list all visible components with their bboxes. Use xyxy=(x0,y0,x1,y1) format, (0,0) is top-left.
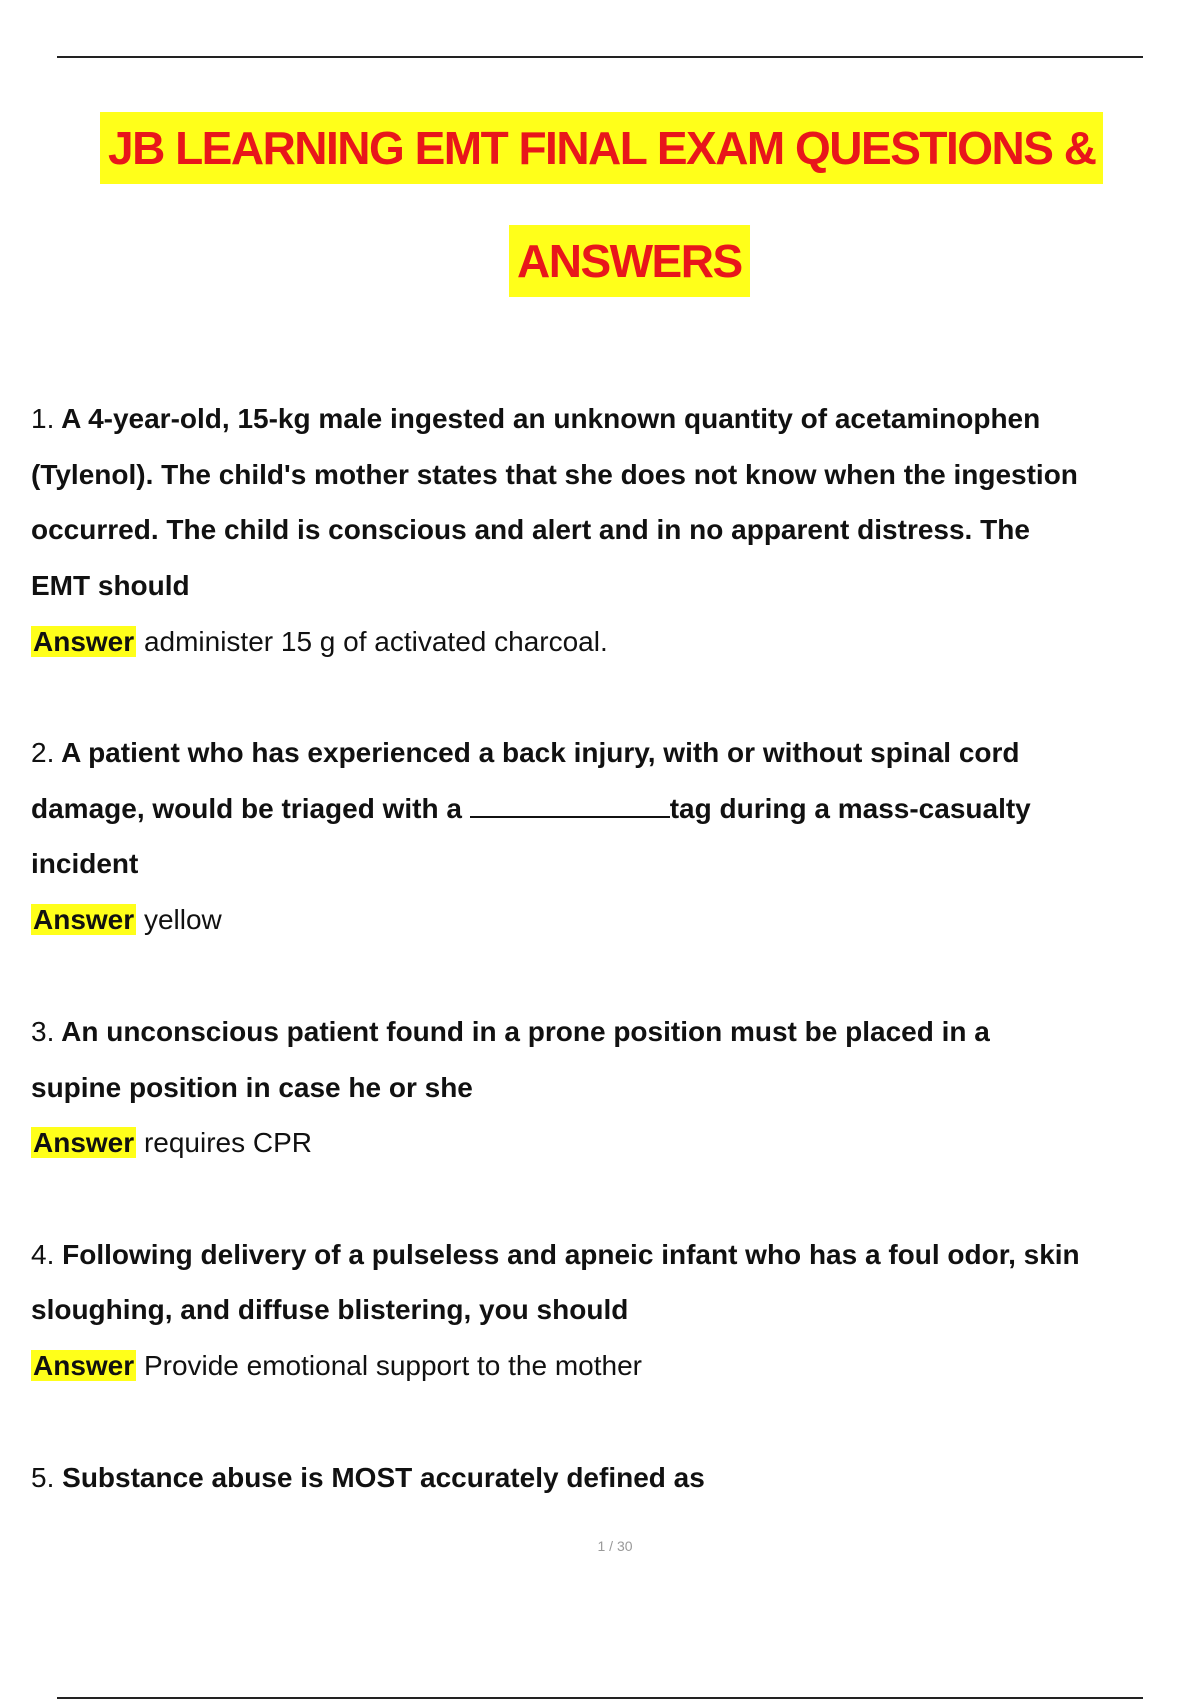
document-title-line2: ANSWERS xyxy=(509,225,750,297)
fill-in-blank xyxy=(470,790,670,818)
answer-1: Answer administer 15 g of activated charcoal. xyxy=(33,626,608,657)
question-2-line: incident xyxy=(31,848,139,879)
question-3-line: supine position in case he or she xyxy=(31,1072,473,1103)
answer-label: Answer xyxy=(33,626,135,657)
answer-2: Answer yellow xyxy=(33,904,222,935)
document-title-line1: JB LEARNING EMT FINAL EXAM QUESTIONS & xyxy=(100,112,1103,184)
question-3-line: 3. An unconscious patient found in a prone position must be placed in a xyxy=(31,1016,990,1047)
top-rule xyxy=(57,56,1143,58)
question-4-line: sloughing, and diffuse blistering, you should xyxy=(31,1294,629,1325)
answer-label: Answer xyxy=(33,1350,135,1381)
question-4-line: 4. Following delivery of a pulseless and apneic infant who has a foul odor, skin xyxy=(31,1239,1080,1270)
answer-4: Answer Provide emotional support to the mother xyxy=(33,1350,642,1381)
page-number: 1 / 30 xyxy=(597,1538,633,1554)
answer-label: Answer xyxy=(33,904,135,935)
question-1-line: EMT should xyxy=(31,570,190,601)
answer-label: Answer xyxy=(33,1127,135,1158)
question-2-line: 2. A patient who has experienced a back injury, with or without spinal cord xyxy=(31,737,1020,768)
question-2-line: damage, would be triaged with a tag during a mass-casualty xyxy=(31,789,1031,829)
question-1-line: occurred. The child is conscious and alert and in no apparent distress. The xyxy=(31,514,1030,545)
bottom-rule xyxy=(57,1697,1143,1699)
answer-3: Answer requires CPR xyxy=(33,1127,312,1158)
question-1-line: 1. A 4-year-old, 15-kg male ingested an unknown quantity of acetaminophen xyxy=(31,403,1041,434)
question-5-line: 5. Substance abuse is MOST accurately defined as xyxy=(31,1462,705,1493)
question-1-line: (Tylenol). The child's mother states that she does not know when the ingestion xyxy=(31,459,1078,490)
